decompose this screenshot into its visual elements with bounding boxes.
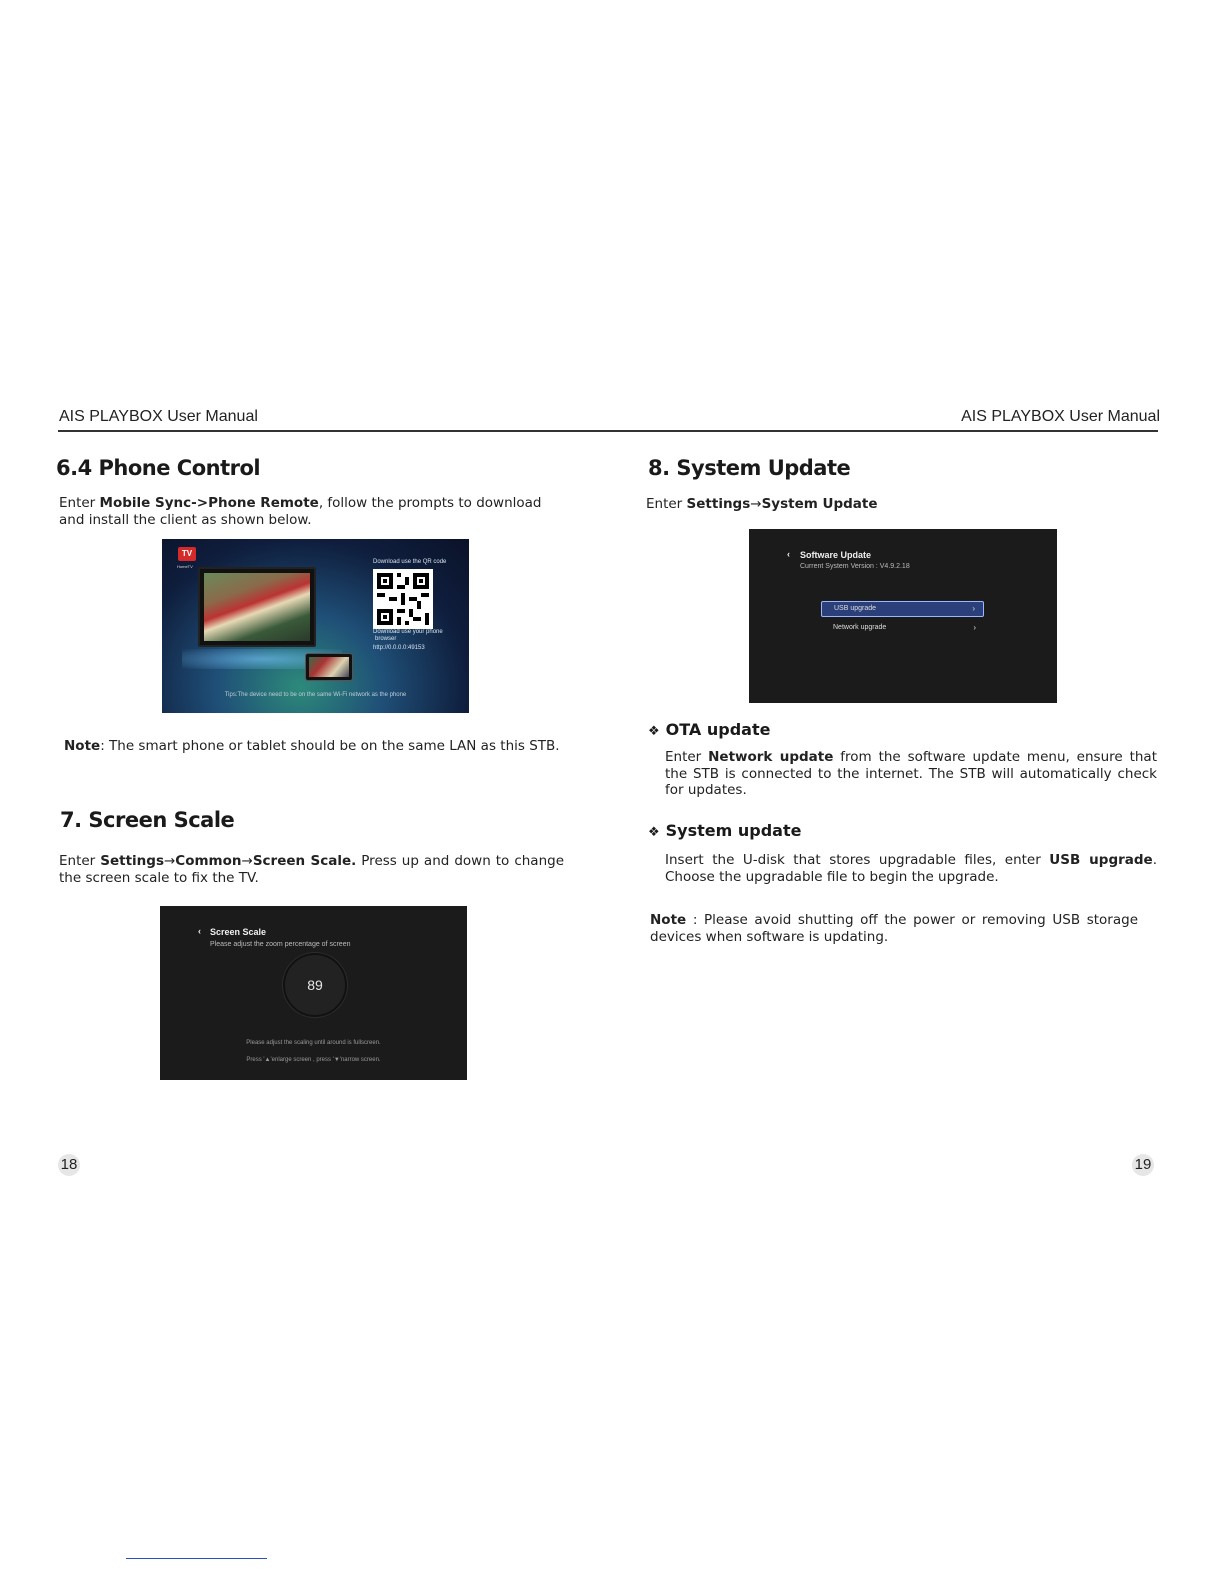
screen-scale-title: Screen Scale — [210, 927, 267, 937]
ota-update-text: Enter Network update from the software update menu, ensure that the STB is connected to the internet. The STB will automatically check for updates. — [665, 749, 1157, 798]
footer-link-underline — [126, 1558, 267, 1559]
system-update-text: Insert the U-disk that stores upgradable files, enter USB upgrade. Choose the upgradable file to begin the upgrade. — [665, 852, 1158, 885]
header-rule — [58, 430, 1158, 432]
tips-text: Tips:The device need to be on the same Wi-Fi network as the phone — [224, 692, 407, 698]
qr-code-icon — [377, 573, 429, 625]
chevron-right-icon: › — [972, 604, 975, 613]
usb-upgrade-option[interactable] — [821, 601, 984, 617]
scale-hint-1: Please adjust the scaling until around is fullscreen. — [246, 1040, 381, 1046]
header-right-title: AIS PLAYBOX User Manual — [961, 408, 1160, 425]
ota-update-heading: ❖ OTA update — [648, 720, 771, 739]
system-version: Current System Version : V4.9.2.18 — [800, 563, 910, 570]
screen-scale-screenshot — [160, 906, 467, 1080]
software-update-screenshot — [749, 529, 1057, 703]
phone-control-note: Note: The smart phone or tablet should be on the same LAN as this STB. — [64, 738, 560, 754]
phone-control-intro: Enter Mobile Sync->Phone Remote, follow the prompts to download and install the client as shown below. — [59, 495, 542, 528]
page-number-right: 19 — [1132, 1154, 1154, 1176]
screen-scale-intro: Enter Settings→Common→Screen Scale. Press up and down to change the screen scale to fix the TV. — [59, 853, 564, 886]
zoom-dial — [283, 953, 347, 1017]
hometv-logo: TV — [178, 547, 196, 561]
zoom-value: 89 — [307, 977, 323, 993]
diamond-bullet-icon: ❖ — [648, 724, 660, 739]
system-update-subheading: ❖ System update — [648, 821, 802, 840]
diamond-bullet-icon: ❖ — [648, 825, 660, 840]
phone-control-heading: 6.4 Phone Control — [56, 456, 261, 480]
tv-image — [198, 567, 316, 647]
qr-code — [373, 569, 433, 629]
network-upgrade-option[interactable] — [821, 621, 984, 637]
browser-label-1: Download use your phone — [373, 629, 443, 635]
hometv-logo-caption: HomeTV — [177, 564, 193, 569]
screen-scale-heading: 7. Screen Scale — [60, 808, 235, 832]
page-number-left: 18 — [58, 1154, 80, 1176]
qr-label: Download use the QR code — [373, 559, 447, 565]
screen-scale-subtitle: Please adjust the zoom percentage of screen — [210, 941, 351, 948]
network-upgrade-label: Network upgrade — [833, 624, 887, 631]
system-update-heading: 8. System Update — [648, 456, 851, 480]
system-update-intro: Enter Settings→System Update — [646, 496, 878, 512]
back-chevron-icon: ‹ — [787, 549, 790, 559]
phone-image — [305, 653, 353, 681]
scale-hint-2: Press '▲'enlarge screen , press '▼'narrow screen. — [246, 1057, 381, 1063]
back-chevron-icon: ‹ — [198, 926, 201, 936]
phone-screen-image — [309, 657, 349, 677]
browser-url: http://0.0.0.0:49153 — [373, 645, 425, 651]
phone-remote-screenshot — [162, 539, 469, 713]
header-left-title: AIS PLAYBOX User Manual — [59, 408, 258, 425]
tv-screen-image — [204, 573, 310, 641]
system-update-note: Note : Please avoid shutting off the power or removing USB storage devices when software is updating. — [650, 912, 1138, 945]
usb-upgrade-label: USB upgrade — [834, 605, 877, 612]
software-update-title: Software Update — [800, 550, 872, 560]
chevron-right-icon: › — [973, 623, 976, 632]
browser-label-2: browser — [375, 636, 397, 642]
